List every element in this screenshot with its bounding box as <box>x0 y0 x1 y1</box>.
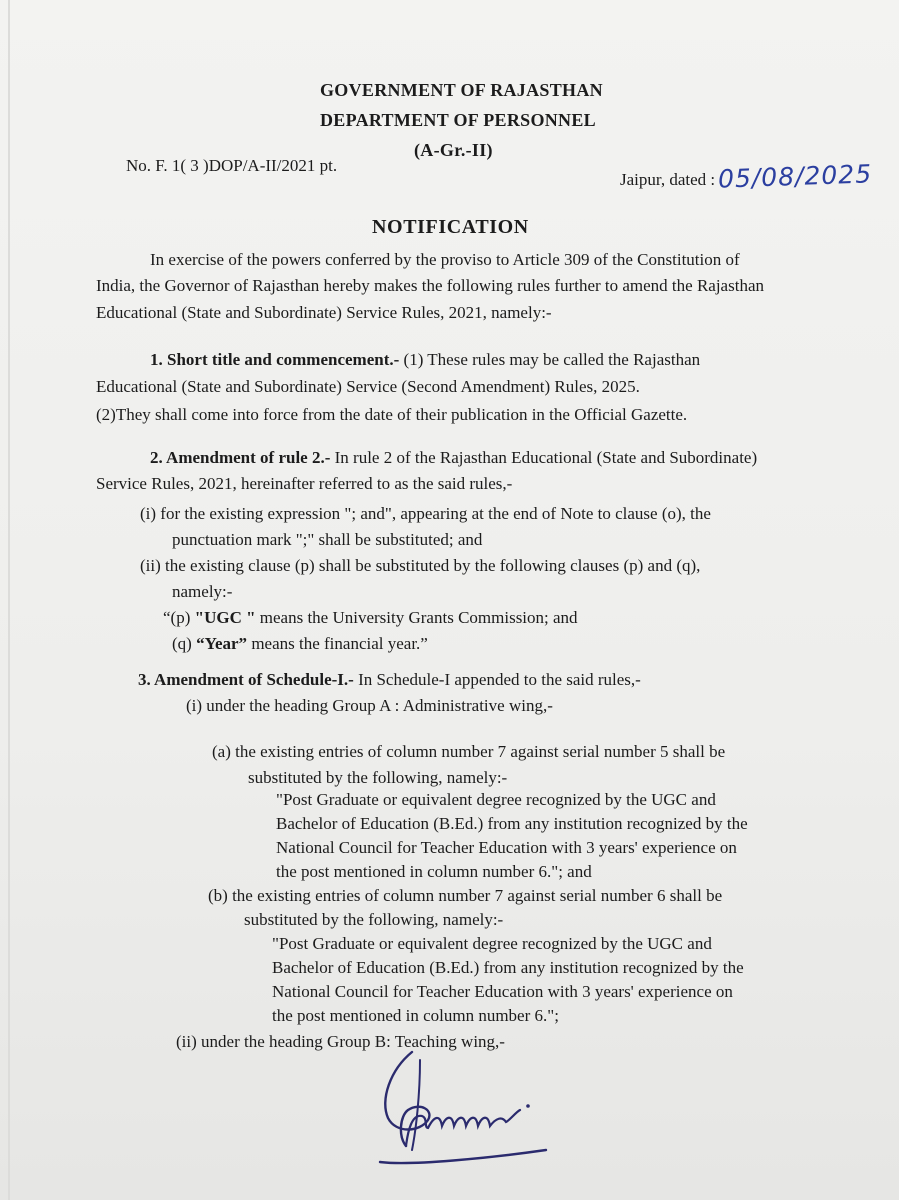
section2-line-2: Service Rules, 2021, hereinafter referred to as the said rules,- <box>96 474 513 493</box>
entry-a-quote-2: Bachelor of Education (B.Ed.) from any institution recognized by the <box>276 814 748 833</box>
section1-line-2: Educational (State and Subordinate) Service (Second Amendment) Rules, 2025. <box>96 377 640 396</box>
section2-item-ii-line-1: (ii) the existing clause (p) shall be substituted by the following clauses (p) and (q), <box>140 556 701 575</box>
clause-p-term: "UGC " <box>194 608 256 627</box>
section2-text: In rule 2 of the Rajasthan Educational (State and Subordinate) <box>330 448 758 467</box>
section2-item-i-line-1: (i) for the existing expression "; and", appearing at the end of Note to clause (o), the <box>140 504 711 523</box>
section1-heading: 1. Short title and commencement.- <box>150 350 400 369</box>
section1-text: (1) These rules may be called the Rajasthan <box>399 350 701 369</box>
section3-item-ii: (ii) under the heading Group B: Teaching wing,- <box>176 1032 505 1051</box>
clause-p <box>163 608 578 628</box>
notification-title: NOTIFICATION <box>372 216 529 238</box>
intro-line-3: Educational (State and Subordinate) Service Rules, 2021, namely:- <box>96 303 552 322</box>
entry-b-quote-4: the post mentioned in column number 6."; <box>272 1006 559 1025</box>
page-edge <box>8 0 10 1200</box>
section3-text: In Schedule-I appended to the said rules,- <box>353 670 641 689</box>
entry-b-quote-1: "Post Graduate or equivalent degree recognized by the UGC and <box>272 934 712 953</box>
handwritten-date: 05/08/2025 <box>717 159 873 194</box>
clause-q-text: means the financial year.” <box>247 634 428 653</box>
clause-q-term: “Year” <box>196 634 248 653</box>
entry-b-quote-2: Bachelor of Education (B.Ed.) from any institution recognized by the <box>272 958 744 977</box>
signature <box>350 1040 560 1180</box>
section2-heading: 2. Amendment of rule 2.- <box>150 448 331 467</box>
entry-a-quote-3: National Council for Teacher Education with 3 years' experience on <box>276 838 737 857</box>
clause-q <box>172 634 428 654</box>
entry-a-quote-1: "Post Graduate or equivalent degree recognized by the UGC and <box>276 790 716 809</box>
section2-line-1 <box>150 448 757 468</box>
section1-line-1 <box>150 350 700 370</box>
clause-p-text: means the University Grants Commission; and <box>255 608 578 627</box>
header-department: DEPARTMENT OF PERSONNEL <box>320 110 596 130</box>
intro-line-1 <box>150 250 804 270</box>
reference-number: No. F. 1( 3 )DOP/A-II/2021 pt. <box>126 156 338 175</box>
section3-heading: 3. Amendment of Schedule-I.- <box>138 670 354 689</box>
entry-a-line-1: (a) the existing entries of column number 7 against serial number 5 shall be <box>212 742 726 761</box>
clause-p-prefix: “(p) <box>163 608 195 627</box>
section3-line-1 <box>138 670 641 690</box>
clause-q-prefix: (q) <box>172 634 197 653</box>
entry-b-quote-3: National Council for Teacher Education with 3 years' experience on <box>272 982 733 1001</box>
entry-a-quote-4: the post mentioned in column number 6."; and <box>276 862 592 881</box>
intro-text-1: In exercise of the powers conferred by the proviso to Article 309 of the Constitution of <box>150 250 740 269</box>
entry-b-line-1: (b) the existing entries of column number 7 against serial number 6 shall be <box>208 886 723 905</box>
header-section: (A-Gr.-II) <box>414 140 493 160</box>
entry-b-line-2: substituted by the following, namely:- <box>244 910 504 929</box>
header-government: GOVERNMENT OF RAJASTHAN <box>320 80 603 100</box>
section2-item-ii-line-2: namely:- <box>172 582 233 601</box>
section2-item-i-line-2: punctuation mark ";" shall be substituted; and <box>172 530 483 549</box>
intro-line-2: India, the Governor of Rajasthan hereby makes the following rules further to amend the Rajasthan <box>96 276 764 295</box>
entry-a-line-2: substituted by the following, namely:- <box>248 768 508 787</box>
dated-label: Jaipur, dated : <box>620 170 716 189</box>
section1-line-3: (2)They shall come into force from the date of their publication in the Official Gazette. <box>96 405 688 424</box>
section3-item-i: (i) under the heading Group A : Administrative wing,- <box>186 696 553 715</box>
